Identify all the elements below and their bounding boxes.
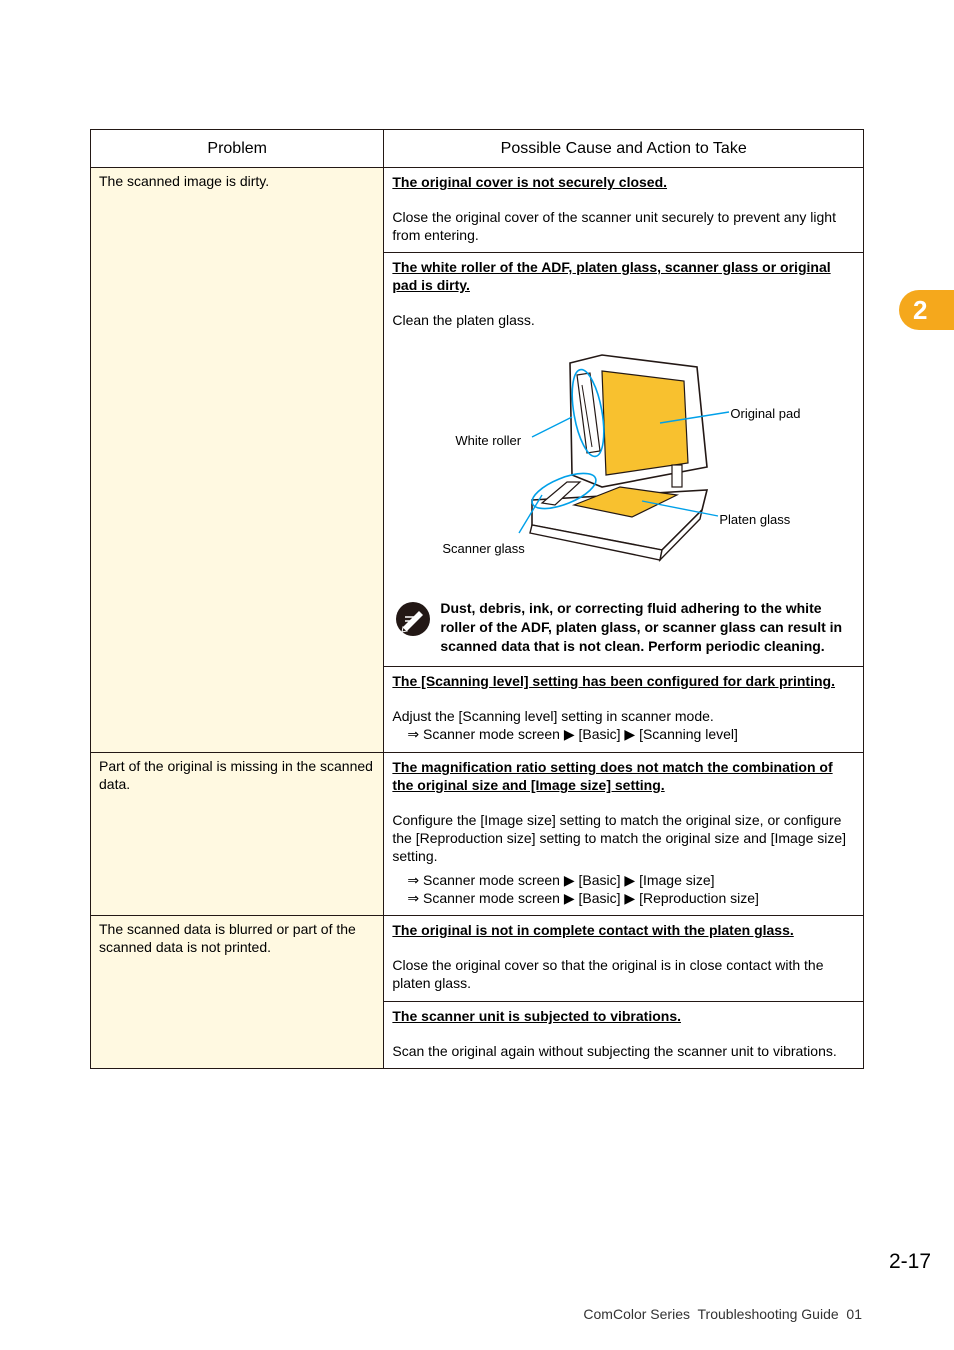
pencil-note-icon [395, 601, 431, 637]
label-platen-glass: Platen glass [719, 512, 791, 527]
chapter-tab[interactable]: 2 [899, 290, 954, 330]
header-problem: Problem [91, 130, 384, 168]
header-cause: Possible Cause and Action to Take [384, 130, 864, 168]
page-number: 2-17 [888, 1250, 931, 1273]
cause-title: The original cover is not securely closed. [392, 174, 668, 190]
menu-path: ⇒ Scanner mode screen ▶ [Basic] ▶ [Scanning level] [407, 726, 738, 742]
cause-title: The magnification ratio setting does not match the combination of the original size and [Image size] setting. [392, 759, 833, 793]
label-white-roller: White roller [455, 433, 522, 448]
cause-text: Adjust the [Scanning level] setting in scanner mode. [392, 708, 714, 724]
cause-cell [384, 1002, 864, 1069]
note-text: Dust, debris, ink, or correcting fluid adhering to the white roller of the ADF, platen glass, or scanner glass can result in scanned data that is not clean. Perform periodic cleaning. [440, 600, 843, 654]
cause-text: Scan the original again without subjecting the scanner unit to vibrations. [392, 1043, 837, 1059]
table-row [91, 168, 864, 253]
problem-cell: Part of the original is missing in the scanned data. [91, 753, 384, 916]
troubleshooting-table [90, 129, 864, 1069]
cause-cell [384, 253, 864, 667]
scanner-figure [392, 335, 855, 593]
table-header-row [91, 130, 864, 168]
problem-cell: The scanned image is dirty. [91, 168, 384, 753]
note-box [392, 599, 855, 656]
table-row [91, 753, 864, 916]
table-row [91, 916, 864, 1002]
cause-title: The original is not in complete contact with the platen glass. [392, 922, 794, 938]
label-original-pad: Original pad [730, 406, 801, 421]
label-scanner-glass: Scanner glass [442, 541, 525, 556]
cause-text: Clean the platen glass. [392, 312, 535, 328]
cause-title: The white roller of the ADF, platen glass, scanner glass or original pad is dirty. [392, 259, 831, 293]
original-pad-shape [602, 371, 688, 475]
cause-text: Configure the [Image size] setting to match the original size, or configure the [Reproduction size] setting to match the original size and [Image size] setting. [392, 812, 847, 864]
cause-title: The [Scanning level] setting has been configured for dark printing. [392, 673, 835, 689]
cause-text: Close the original cover so that the original is in close contact with the platen glass. [392, 957, 824, 991]
cause-cell [384, 753, 864, 916]
menu-path: ⇒ Scanner mode screen ▶ [Basic] ▶ [Reproduction size] [407, 890, 759, 906]
cause-cell [384, 916, 864, 1002]
cause-cell [384, 168, 864, 253]
cause-text: Close the original cover of the scanner unit securely to prevent any light from entering. [392, 209, 836, 243]
footer-text: ComColor Series Troubleshooting Guide 01 [583, 1306, 862, 1322]
cause-cell [384, 667, 864, 753]
menu-path: ⇒ Scanner mode screen ▶ [Basic] ▶ [Image size] [407, 872, 715, 888]
cause-title: The scanner unit is subjected to vibrations. [392, 1008, 681, 1024]
problem-cell: The scanned data is blurred or part of the scanned data is not printed. [91, 916, 384, 1069]
